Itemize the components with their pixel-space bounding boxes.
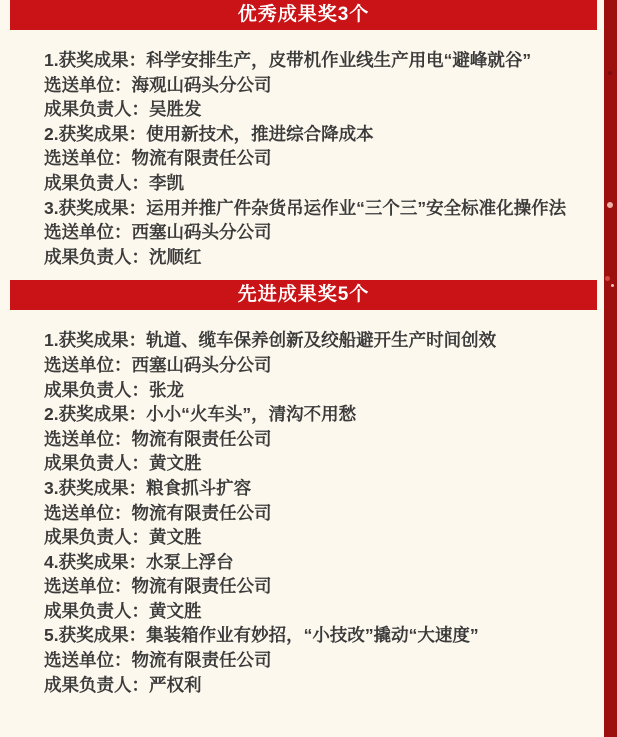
achievement-line: 3.获奖成果：粮食抓斗扩容: [44, 477, 252, 498]
decor-dot: [607, 202, 613, 208]
section-title: 先进成果奖5个: [237, 284, 370, 306]
achievement-line: 1.获奖成果：轨道、缆车保养创新及绞船避开生产时间创效: [44, 330, 497, 351]
unit-line: 选送单位：物流有限责任公司: [44, 502, 272, 523]
leader-line: 成果负责人：黄文胜: [44, 527, 202, 548]
excellent-awards-list: [0, 48, 604, 269]
section-title: 优秀成果奖3个: [237, 4, 370, 25]
unit-line: 选送单位：物流有限责任公司: [44, 650, 272, 671]
advanced-awards-list: [0, 328, 604, 697]
achievement-line: 2.获奖成果：小小“火车头”，清沟不用愁: [44, 404, 357, 425]
right-decor-strip: [604, 0, 617, 737]
achievement-line: 3.获奖成果：运用并推广件杂货吊运作业“三个三”安全标准化操作法: [44, 197, 567, 218]
achievement-line: 4.获奖成果：水泵上浮台: [44, 551, 234, 572]
leader-line: 成果负责人：黄文胜: [44, 600, 202, 621]
leader-line: 成果负责人：张龙: [44, 379, 184, 400]
leader-line: 成果负责人：严权利: [44, 674, 202, 695]
decor-dot: [605, 276, 610, 281]
achievement-line: 1.获奖成果：科学安排生产，皮带机作业线生产用电“避峰就谷”: [44, 50, 532, 70]
unit-line: 选送单位：物流有限责任公司: [44, 428, 272, 449]
section-header-advanced-awards: [10, 280, 597, 310]
unit-line: 选送单位：物流有限责任公司: [44, 148, 272, 169]
achievement-line: 2.获奖成果：使用新技术，推进综合降成本: [44, 123, 374, 144]
leader-line: 成果负责人：吴胜发: [44, 99, 202, 120]
section-header-excellent-awards: [10, 0, 597, 30]
unit-line: 选送单位：物流有限责任公司: [44, 576, 272, 597]
unit-line: 选送单位：西塞山码头分公司: [44, 354, 272, 375]
unit-line: 选送单位：西塞山码头分公司: [44, 222, 272, 243]
decor-dot: [608, 71, 612, 75]
decor-dot: [611, 284, 614, 287]
leader-line: 成果负责人：李凯: [44, 172, 184, 193]
leader-line: 成果负责人：沈顺红: [44, 246, 202, 267]
unit-line: 选送单位：海观山码头分公司: [44, 74, 272, 95]
leader-line: 成果负责人：黄文胜: [44, 453, 202, 474]
achievement-line: 5.获奖成果：集装箱作业有妙招，“小技改”撬动“大速度”: [44, 625, 479, 646]
